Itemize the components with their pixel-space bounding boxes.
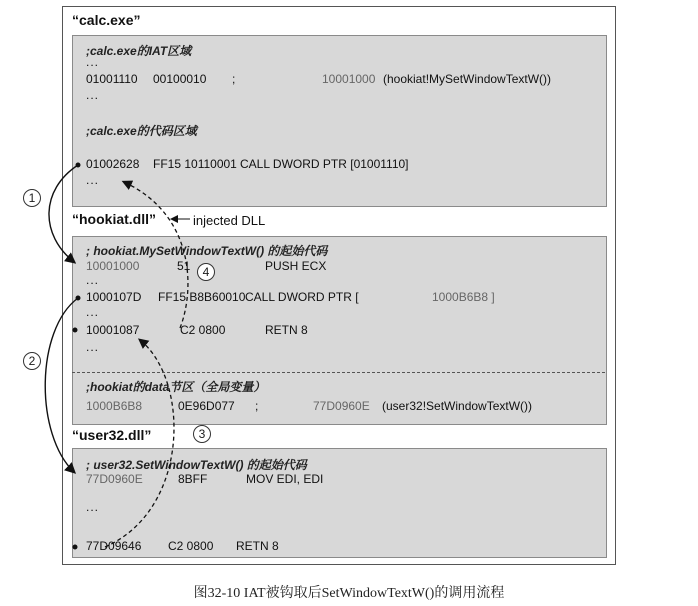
user32-l1-instr: MOV EDI, EDI [246,472,324,486]
hook-l3-instr: RETN 8 [265,323,308,337]
user32-l2-bytes: C2 0800 [168,539,214,553]
ellipsis: ... [86,500,100,514]
hook-data-value: 0E96D077 [178,399,235,413]
ellipsis: ... [86,273,100,287]
hook-data-addr: 1000B6B8 [86,399,143,413]
hook-l1-instr: PUSH ECX [265,259,327,273]
calc-iat-target-name: (hookiat!MySetWindowTextW()) [383,72,552,86]
user32-title: “user32.dll” [72,427,152,443]
hook-l3-addr: 10001087 [86,323,140,337]
hook-data-semicolon: ; [255,399,259,413]
step-4-marker: 4 [197,263,215,281]
figure-caption: 图32-10 IAT被钩取后SetWindowTextW()的调用流程 [193,586,505,601]
step-2-marker: 2 [23,352,41,370]
calc-code-addr: 01002628 [86,157,140,171]
hook-l2-bytes: FF15 B8B60010 [158,290,246,304]
step-3-marker: 3 [193,425,211,443]
user32-l1-addr: 77D0960E [86,472,143,486]
calc-code-bytes: FF15 10110001 [153,157,237,171]
hook-title: “hookiat.dll” [72,211,156,227]
step-1-marker: 1 [23,189,41,207]
calc-iat-target-addr: 10001000 [322,72,376,86]
hook-l1-addr: 10001000 [86,259,140,273]
user32-code-comment: ; user32.SetWindowTextW() 的起始代码 [86,458,307,472]
hook-l2-instr: CALL DWORD PTR [ [245,290,359,304]
calc-iat-semicolon: ; [232,72,236,86]
ellipsis: ... [86,305,100,319]
user32-l1-bytes: 8BFF [178,472,208,486]
calc-title: “calc.exe” [72,12,141,28]
ellipsis: ... [86,55,100,69]
ellipsis: ... [86,88,100,102]
calc-iat-value: 00100010 [153,72,207,86]
hook-l2-target: 1000B6B8 ] [432,290,495,304]
calc-iat-comment: ;calc.exe的IAT区域 [86,44,192,58]
hook-data-comment: ;hookiat的data节区（全局变量） [86,380,266,394]
user32-l2-addr: 77D09646 [86,539,142,553]
calc-code-instr: CALL DWORD PTR [01001110] [240,157,409,171]
hook-code-comment: ; hookiat.MySetWindowTextW() 的起始代码 [86,244,328,258]
calc-iat-addr: 01001110 [86,72,138,86]
injected-label: injected DLL [193,213,266,228]
calc-code-comment: ;calc.exe的代码区域 [86,124,197,138]
hook-l2-addr: 1000107D [86,290,142,304]
hook-data-target-name: (user32!SetWindowTextW()) [382,399,533,413]
ellipsis: ... [86,173,100,187]
ellipsis: ... [86,340,100,354]
hook-data-target-addr: 77D0960E [313,399,370,413]
hook-l3-bytes: C2 0800 [180,323,226,337]
user32-l2-instr: RETN 8 [236,539,279,553]
hook-l1-bytes: 51 [177,259,191,273]
